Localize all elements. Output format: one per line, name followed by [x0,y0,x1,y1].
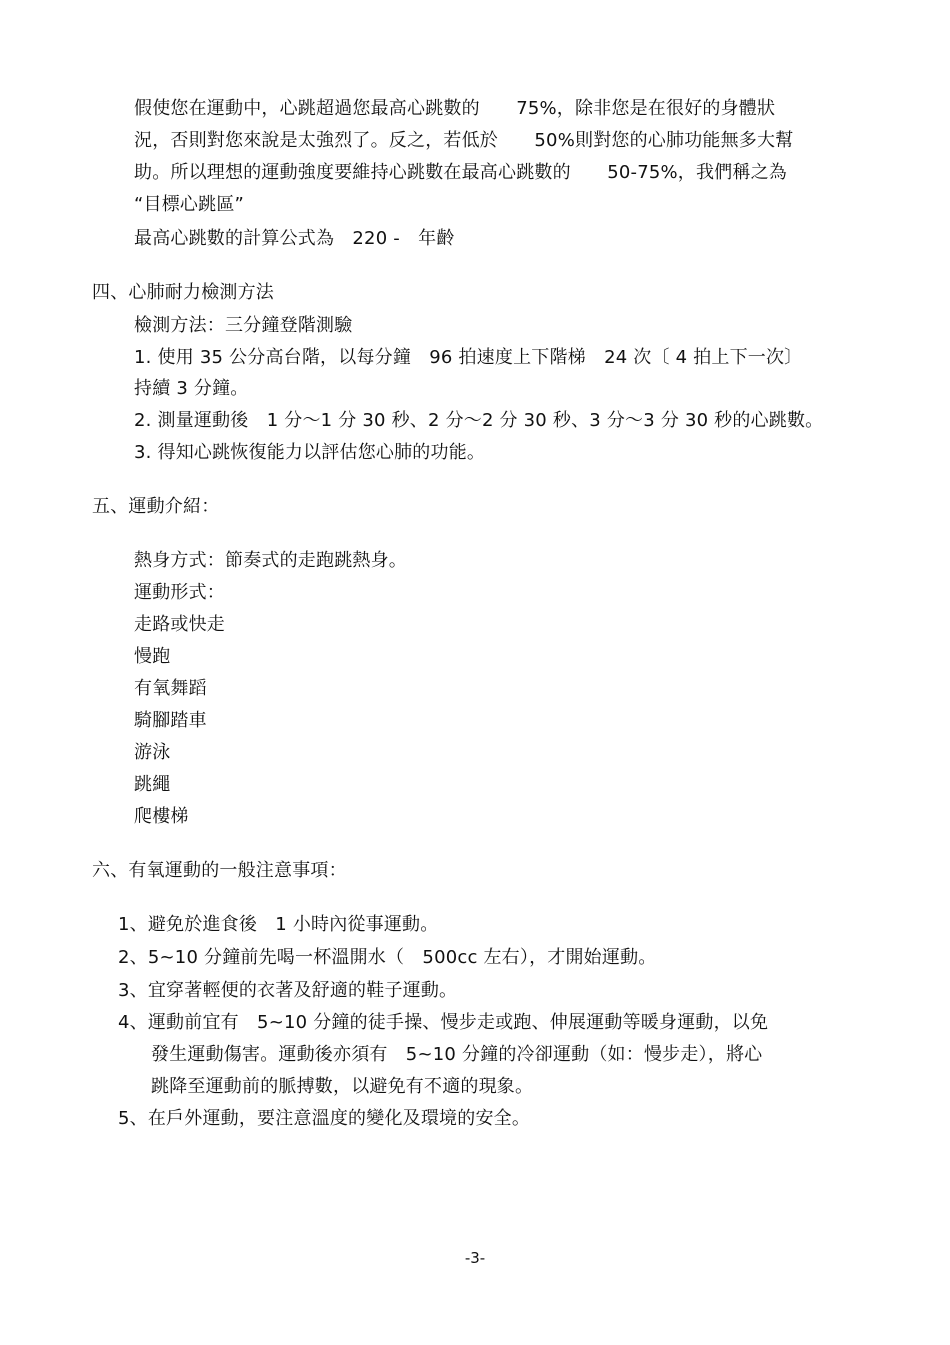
section4-method: 檢測方法：三分鐘登階測驗 [134,315,353,336]
section6-item-1: 1、避免於進食後 1 小時內從事運動。 [118,914,439,935]
section4-item-1-cont: 持續 3 分鐘。 [134,378,249,399]
section5-warmup: 熱身方式：節奏式的走跑跳熱身。 [134,550,407,571]
intro-line-2: 況，否則對您來說是太強烈了。反之，若低於 50%則對您的心肺功能無多大幫 [134,130,794,151]
section4-item-3: 3. 得知心跳恢復能力以評估您心肺的功能。 [134,442,486,463]
intro-line-4: “目標心跳區” [134,194,245,215]
section6-item-4: 4、運動前宜有 5~10 分鐘的徒手操、慢步走或跑、伸展運動等暖身運動，以免 [118,1012,769,1033]
list-item: 騎腳踏車 [134,710,207,731]
section4-item-2: 2. 測量運動後 1 分～1 分 30 秒、2 分～2 分 30 秒、3 分～3 分 30 秒的心跳數。 [134,410,824,431]
list-item: 慢跑 [134,646,171,667]
intro-formula: 最高心跳數的計算公式為 220 - 年齡 [134,228,455,249]
section6-heading: 六、有氧運動的一般注意事項： [92,860,347,881]
section6-item-4-cont-1: 發生運動傷害。運動後亦須有 5~10 分鐘的冷卻運動（如：慢步走），將心 [151,1044,763,1065]
intro-line-1: 假使您在運動中，心跳超過您最高心跳數的 75%，除非您是在很好的身體狀 [134,98,776,119]
page-number: -3- [464,1249,486,1267]
section4-item-1: 1. 使用 35 公分高台階，以每分鐘 96 拍速度上下階梯 24 次〔 4 拍上下一次〕 [134,347,803,368]
section6-item-3: 3、宜穿著輕便的衣著及舒適的鞋子運動。 [118,980,458,1001]
section4-heading: 四、心肺耐力檢測方法 [92,282,274,303]
section6-item-5: 5、在戶外運動，要注意溫度的變化及環境的安全。 [118,1108,531,1129]
section5-forms-label: 運動形式： [134,582,225,603]
list-item: 跳繩 [134,774,171,795]
list-item: 游泳 [134,742,171,763]
section5-heading: 五、運動介紹： [92,496,220,517]
list-item: 走路或快走 [134,614,225,635]
list-item: 爬樓梯 [134,806,189,827]
section6-item-2: 2、5~10 分鐘前先喝一杯溫開水（ 500cc 左右），才開始運動。 [118,947,657,968]
section6-item-4-cont-2: 跳降至運動前的脈搏數，以避免有不適的現象。 [151,1076,534,1097]
list-item: 有氧舞蹈 [134,678,207,699]
intro-line-3: 助。所以理想的運動強度要維持心跳數在最高心跳數的 50-75%，我們稱之為 [134,162,788,183]
